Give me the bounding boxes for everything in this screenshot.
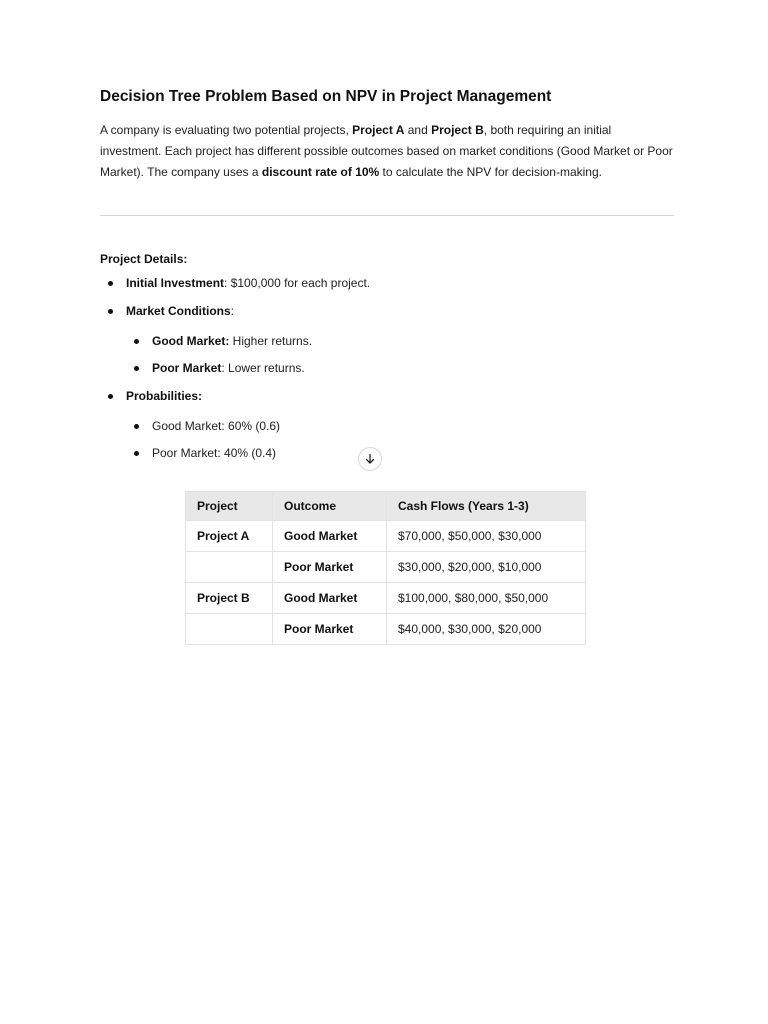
cell-cash-flows: $100,000, $80,000, $50,000 (387, 583, 586, 614)
cell-project: Project A (186, 521, 273, 552)
table-row (186, 521, 586, 552)
cell-outcome: Poor Market (273, 552, 387, 583)
section-divider (100, 215, 674, 216)
market-conditions-label: Market Conditions (126, 304, 231, 318)
list-item-probabilities (100, 387, 674, 462)
table-header-row (186, 492, 586, 521)
project-details-heading: Project Details: (100, 252, 188, 266)
scroll-down-button[interactable] (358, 447, 382, 471)
cell-project: Project B (186, 583, 273, 614)
intro-paragraph (100, 120, 674, 183)
initial-investment-label: Initial Investment (126, 276, 225, 290)
column-header-project: Project (186, 492, 273, 521)
intro-text: to calculate the NPV for decision-making. (379, 165, 602, 179)
page-title: Decision Tree Problem Based on NPV in Project Management (100, 88, 552, 105)
cell-cash-flows: $30,000, $20,000, $10,000 (387, 552, 586, 583)
intro-text: and (404, 123, 432, 137)
cell-project (186, 552, 273, 583)
intro-bold-discount-rate: discount rate of 10% (261, 165, 380, 179)
cell-project (186, 614, 273, 645)
cell-cash-flows: $40,000, $30,000, $20,000 (387, 614, 586, 645)
list-item-market-conditions (100, 302, 674, 377)
column-header-outcome: Outcome (273, 492, 387, 521)
market-conditions-sublist (126, 332, 674, 377)
poor-market-text: : Lower returns. (221, 361, 305, 375)
details-list (100, 274, 674, 462)
cell-outcome: Good Market (273, 583, 387, 614)
table-row (186, 552, 586, 583)
poor-market-label: Poor Market (152, 361, 222, 375)
probabilities-sublist (126, 417, 674, 462)
list-item-good-market (126, 332, 674, 350)
table-row (186, 583, 586, 614)
list-item-prob-poor: Poor Market: 40% (0.4) (126, 444, 674, 462)
document (100, 88, 674, 472)
good-market-text: Higher returns. (229, 334, 313, 348)
table-row (186, 614, 586, 645)
list-item-prob-good: Good Market: 60% (0.6) (126, 417, 674, 435)
probabilities-label: Probabilities: (126, 389, 203, 403)
intro-text: A company is evaluating two potential projects, (100, 123, 353, 137)
cell-outcome: Good Market (273, 521, 387, 552)
cell-outcome: Poor Market (273, 614, 387, 645)
intro-text: , both requiring an initial investment. Each project has different possible outcomes based on market conditions (Good Market or Poor Market). The company uses a (100, 123, 673, 179)
intro-bold-project-b: Project B (431, 123, 484, 137)
good-market-label: Good Market: (152, 334, 230, 348)
list-item-initial-investment (100, 274, 674, 292)
cash-flow-table (185, 491, 586, 645)
intro-bold-project-a: Project A (352, 123, 405, 137)
column-header-cash-flows: Cash Flows (Years 1-3) (387, 492, 586, 521)
cell-cash-flows: $70,000, $50,000, $30,000 (387, 521, 586, 552)
arrow-down-icon (364, 453, 376, 465)
initial-investment-text: : $100,000 for each project. (224, 276, 371, 290)
list-item-poor-market (126, 359, 674, 377)
market-conditions-colon: : (230, 304, 235, 318)
